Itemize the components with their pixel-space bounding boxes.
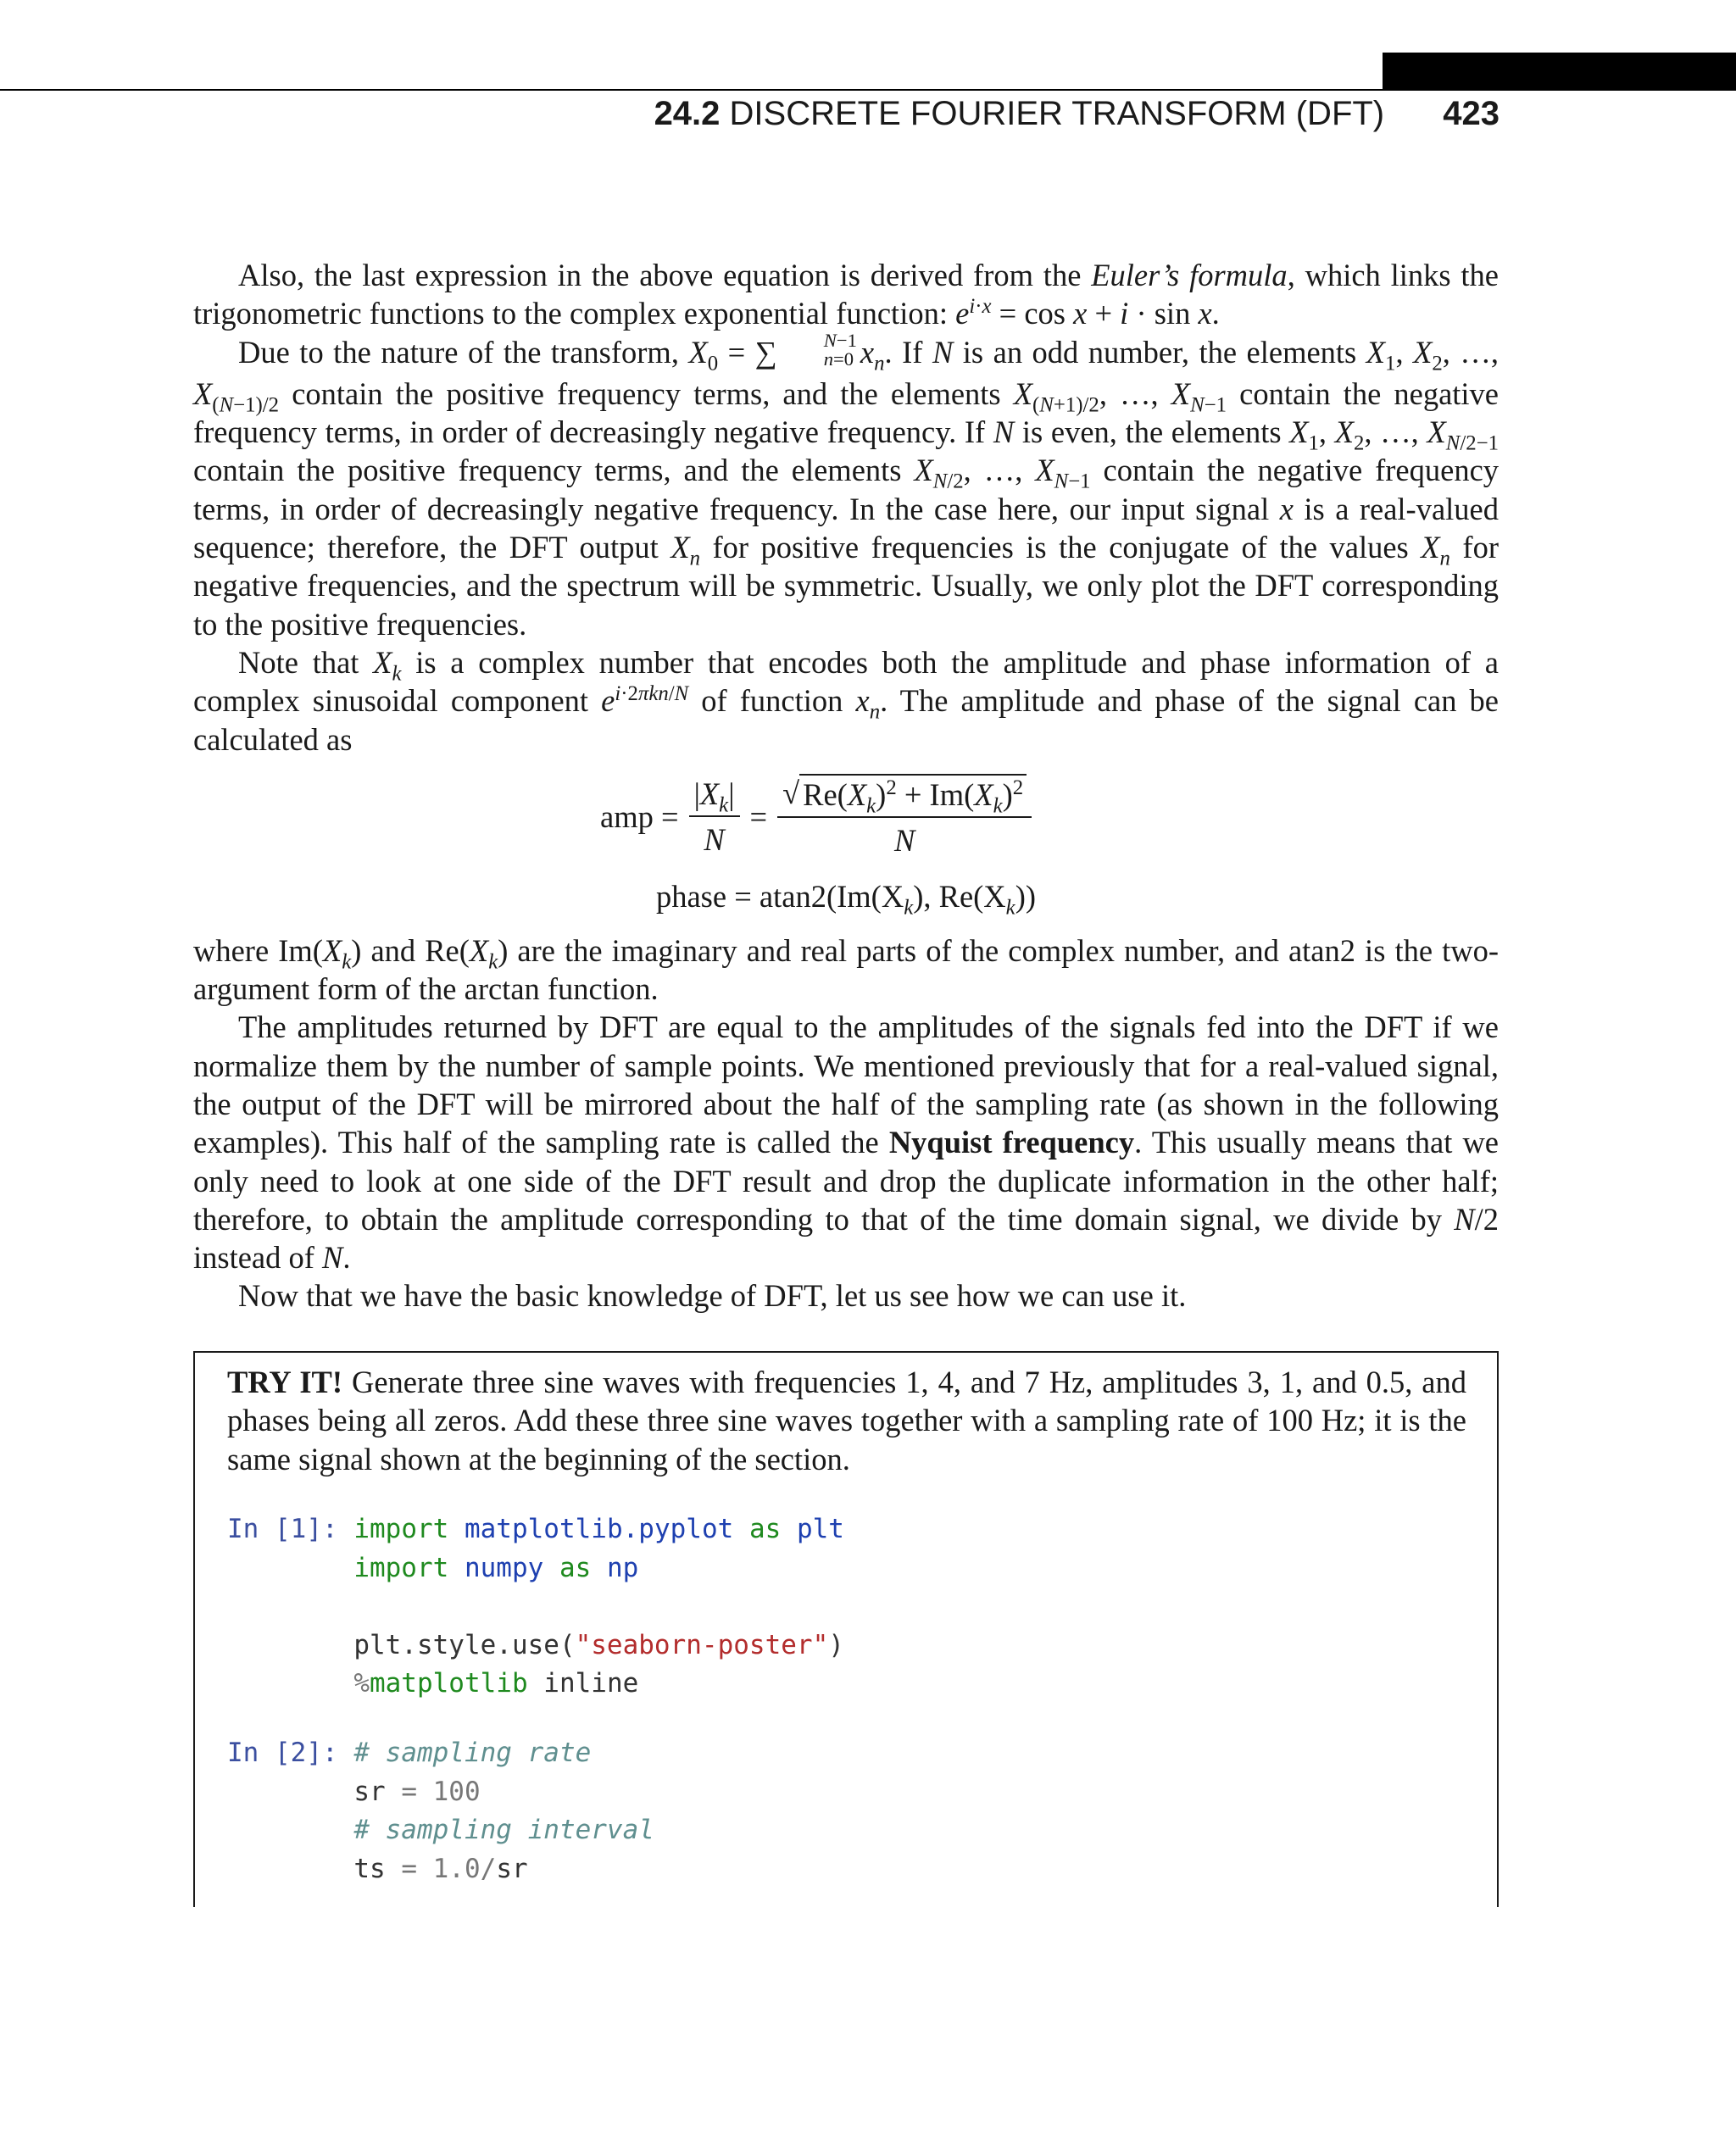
number: 100: [416, 1776, 481, 1807]
string: "seaborn-poster": [575, 1629, 829, 1660]
amp-lhs: amp =: [600, 799, 679, 835]
operator: =: [401, 1853, 417, 1884]
try-it-label: TRY IT!: [227, 1365, 343, 1399]
paragraph-now: Now that we have the basic knowledge of DFT, let us see how we can use it.: [238, 1278, 1187, 1314]
text: Also, the last expression in the above equation is derived from the: [238, 258, 1092, 292]
paragraph-where: where $Im(X_k)$ and $Re(X_k)$ are the imaginary and real parts of the complex number, and atan2 is the two-argument form of the arctan function.: [193, 932, 1499, 1007]
fraction-sqrt: √ $Re(X_k)^2 + Im(X_k)^2$ N: [777, 774, 1032, 860]
text: . If: [884, 334, 932, 370]
text: The amplitudes returned by DFT are equal to the amplitudes of the signals fed into the DFT if we normalize them by the number of sample points. We mentioned previously that for a real-valued signal, the output of the DFT will be mirrored about the half of the sampling rate (as shown in the following examples). This half of the sampling rate is called the: [193, 1009, 1499, 1160]
phase-c: )): [1015, 878, 1036, 914]
text: where: [193, 932, 279, 968]
text: for negative frequencies, and the spectrum will be symmetric. Usually, we only plot the DFT corresponding to the positive frequencies.: [193, 530, 1499, 642]
paragraph-nature: Due to the nature of the transform, $X_0$ = ∑ N−1 n=0 $x_n$. If N is an odd number, the elements $X_1$, $X_2$, …, $X_{(N-1)/2}$ contain the positive frequency terms, and the elements $X_{(N+1)/2}$, …, $X_{N-1}$ contain the negative frequency terms, in order of decreasingly negative frequency. If N is even, the elements $X_1$, $X_2$, …, $X_{N/2-1}$ contain the positive frequency terms, and the elements $X_{N/2}$, …, $X_{N-1}$ contain the negative frequency terms, in order of decreasingly negative frequency. In the case here, our input signal x is a real-valued sequence; therefore, the DFT output $X_n$ for positive frequencies is the conjugate of the values $X_n$ for negative frequencies, and the spectrum will be symmetric. Usually, we only plot the DFT corresponding to the positive frequencies.: [193, 329, 1500, 642]
alias: np: [606, 1552, 639, 1583]
code-text: inline: [527, 1668, 639, 1699]
kw: import: [353, 1514, 449, 1544]
section-title: DISCRETE FOURIER TRANSFORM (DFT): [729, 95, 1385, 132]
code-text: ): [828, 1629, 844, 1660]
text: instead of: [193, 1240, 323, 1276]
module: numpy: [464, 1552, 544, 1583]
code-text: ts: [353, 1853, 402, 1884]
text: is an odd number, the elements: [953, 334, 1366, 370]
text: contain the positive frequency terms, and the elements: [279, 375, 1014, 411]
header-bar: [1383, 53, 1736, 90]
prompt: In [1]:: [227, 1514, 338, 1544]
text: are the imaginary and real parts of the complex number, and atan2 is the two-argument form of the arctan function.: [193, 932, 1499, 1007]
magic: matplotlib: [369, 1668, 528, 1699]
operator: =: [401, 1776, 417, 1807]
try-it-text: [227, 1363, 1466, 1478]
text: is a complex number that encodes both the amplitude and phase information of a complex sinusoidal component: [193, 644, 1499, 719]
amplitude-equation: amp = $\frac{|X_k|}{N}$ = √ $Re(X_k)^2 + Im(X_k)^2$ N: [193, 767, 1499, 867]
text: and: [361, 932, 426, 968]
text: for positive frequencies is the conjugate of the values: [700, 530, 1422, 565]
text: . The amplitude and phase of the signal can be calculated as: [193, 683, 1500, 757]
phase-b: ), Re(X: [913, 878, 1006, 914]
bold-term: Nyquist frequency: [888, 1125, 1135, 1160]
text: is even, the elements: [1014, 414, 1290, 450]
code-cell-1: [227, 1510, 844, 1704]
text: , which links the trigonometric functions to the complex exponential function:: [193, 258, 1499, 331]
code-cell-2: [227, 1734, 654, 1888]
comment: # sampling rate: [353, 1738, 592, 1768]
text: contain the positive frequency terms, and the elements: [193, 453, 915, 488]
kw: as: [559, 1552, 592, 1583]
text: contain the negative frequency terms, in order of decreasingly negative frequency. If: [193, 375, 1499, 450]
page-number: 423: [1443, 95, 1500, 132]
paragraph-note: Note that $X_k$ is a complex number that encodes both the amplitude and phase information of a complex sinusoidal component $e^{i\cdot 2\pi kn/N}$ of function $x_n$. The amplitude and phase of the signal can be calculated as: [193, 644, 1500, 757]
text: is a real-valued sequence; therefore, the DFT output: [193, 491, 1499, 565]
header-rule: [0, 89, 1736, 91]
text: contain the negative frequency terms, in order of decreasingly negative frequency. In the case here, our input signal: [193, 453, 1500, 526]
paragraph-amplitudes: The amplitudes returned by DFT are equal to the amplitudes of the signals fed into the DFT if we normalize them by the number of sample points. We mentioned previously that for a real-valued signal, the output of the DFT will be mirrored about the half of the sampling rate (as shown in the following examples). This half of the sampling rate is called the Nyquist frequency. This usually means that we only need to look at one side of the DFT result and drop the duplicate information in the other half; therefore, to obtain the amplitude corresponding to that of the time domain signal, we divide by N/2 instead of N.: [193, 1009, 1500, 1276]
module: matplotlib.pyplot: [464, 1514, 734, 1544]
code-text: sr: [353, 1776, 402, 1807]
try-it-box: [193, 1351, 1499, 1907]
text: Due to the nature of the transform,: [238, 334, 689, 370]
fraction-abs: $\frac{|X_k|}{N}$: [689, 775, 740, 859]
emphasis: Euler’s formula: [1091, 258, 1288, 292]
text: Note that: [238, 644, 374, 680]
prompt: In [2]:: [227, 1738, 338, 1768]
running-head: [654, 95, 1500, 133]
alias: plt: [796, 1514, 844, 1544]
magic-percent: %: [353, 1668, 370, 1699]
number: 1.0: [416, 1853, 481, 1884]
phase-a: phase = atan2(Im(X: [655, 878, 904, 914]
try-it-body: Generate three sine waves with frequencies 1, 4, and 7 Hz, amplitudes 3, 1, and 0.5, and phases being all zeros. Add these three sine waves together with a sampling rate of 100 Hz; it is the same signal shown at the beginning of the section.: [227, 1365, 1466, 1476]
section-number: 24.2: [654, 95, 721, 132]
phase-equation: phase = $atan2(Im(X_k)$, $Re(X_k)$): [655, 878, 1036, 920]
text: of function: [688, 683, 856, 719]
text: . This usually means that we only need to look at one side of the DFT result and drop the duplicate information in the other half; therefore, to obtain the amplitude corresponding to that of the time domain signal, we divide by: [193, 1125, 1500, 1237]
body-text: [193, 256, 1499, 1315]
comment: # sampling interval: [353, 1815, 654, 1845]
operator: /: [480, 1853, 497, 1884]
kw: import: [353, 1552, 449, 1583]
paragraph-euler: Also, the last expression in the above equation is derived from the Euler’s formula, which links the trigonometric functions to the complex exponential function: $e^{i\cdot x} = \cos x + i \cdot \sin x$.: [193, 258, 1499, 331]
kw: as: [748, 1514, 782, 1544]
code-text: plt.style.use(: [353, 1629, 576, 1660]
code-text: sr: [496, 1853, 528, 1884]
